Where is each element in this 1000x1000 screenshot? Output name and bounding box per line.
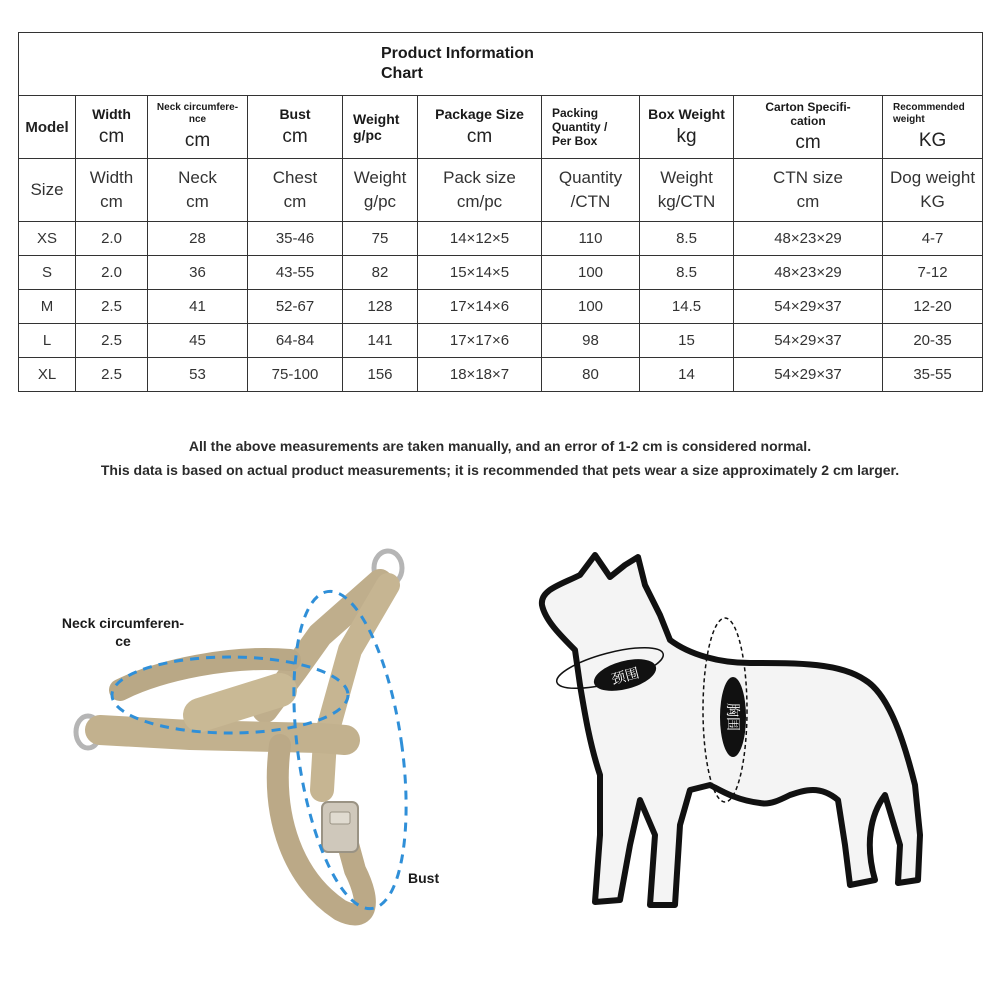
table-cell: 45 bbox=[148, 324, 248, 358]
column-header-title: Recommended weight bbox=[893, 102, 965, 125]
table-cell: 53 bbox=[148, 358, 248, 392]
column-header-8 bbox=[883, 96, 983, 159]
table-cell: 17×17×6 bbox=[418, 324, 542, 358]
column-header-unit: kg bbox=[676, 126, 697, 147]
neck-tag-text: 颈围 bbox=[609, 665, 642, 689]
table-cell: 14.5 bbox=[640, 290, 734, 324]
table-cell: 28 bbox=[148, 222, 248, 256]
table-cell: 2.0 bbox=[76, 222, 148, 256]
table-cell: 7-12 bbox=[883, 256, 983, 290]
column-header-title: Box Weight bbox=[648, 106, 725, 122]
subheader-cell: Chest cm bbox=[248, 159, 343, 222]
table-cell: 141 bbox=[343, 324, 418, 358]
table-cell: 14×12×5 bbox=[418, 222, 542, 256]
table-cell: 100 bbox=[542, 256, 640, 290]
table-cell: 17×14×6 bbox=[418, 290, 542, 324]
column-header-unit: cm bbox=[282, 126, 308, 147]
front-strap bbox=[100, 730, 345, 740]
chest-tag-text: 胸围 bbox=[724, 703, 740, 731]
table-cell: 2.5 bbox=[76, 358, 148, 392]
table-cell: 14 bbox=[640, 358, 734, 392]
table-row bbox=[19, 256, 983, 290]
column-header-2 bbox=[248, 96, 343, 159]
table-cell: XS bbox=[19, 222, 76, 256]
table-cell: 8.5 bbox=[640, 222, 734, 256]
column-header-unit: KG bbox=[918, 130, 947, 151]
table-cell: 43-55 bbox=[248, 256, 343, 290]
subheader-cell: Width cm bbox=[76, 159, 148, 222]
column-header-title: Weight g/pc bbox=[353, 111, 400, 143]
table-body bbox=[19, 222, 983, 392]
dog-silhouette bbox=[520, 545, 940, 915]
measurement-notes bbox=[0, 434, 1000, 482]
table-cell: 15 bbox=[640, 324, 734, 358]
column-header-6 bbox=[640, 96, 734, 159]
table-cell: L bbox=[19, 324, 76, 358]
table-cell: M bbox=[19, 290, 76, 324]
table-cell: 2.0 bbox=[76, 256, 148, 290]
table-cell: 110 bbox=[542, 222, 640, 256]
subheader-cell: Neck cm bbox=[148, 159, 248, 222]
table-cell: 75-100 bbox=[248, 358, 343, 392]
neck-circumference-label: Neck circumferen- ce bbox=[61, 615, 185, 649]
table-cell: 48×23×29 bbox=[734, 256, 883, 290]
column-header-7 bbox=[734, 96, 883, 159]
table-cell: 128 bbox=[343, 290, 418, 324]
note-line-2: This data is based on actual product measurements; it is recommended that pets wear a size approximately 2 cm larger. bbox=[100, 462, 900, 478]
column-header-4 bbox=[418, 96, 542, 159]
subheader-cell: Weight kg/CTN bbox=[640, 159, 734, 222]
column-header-title: Package Size bbox=[435, 106, 524, 122]
column-header-title: Packing Quantity / Per Box bbox=[552, 106, 608, 148]
table-cell: 18×18×7 bbox=[418, 358, 542, 392]
table-cell: 8.5 bbox=[640, 256, 734, 290]
chest-tag-icon bbox=[720, 677, 746, 757]
header-row bbox=[19, 96, 983, 159]
bust-label: Bust bbox=[408, 870, 440, 886]
dog-illustration bbox=[520, 545, 940, 915]
table-cell: 156 bbox=[343, 358, 418, 392]
column-header-unit: cm bbox=[795, 132, 821, 153]
table-row bbox=[19, 222, 983, 256]
subheader-cell: Pack size cm/pc bbox=[418, 159, 542, 222]
column-header-unit: cm bbox=[98, 126, 125, 147]
table-cell: 98 bbox=[542, 324, 640, 358]
table-cell: 54×29×37 bbox=[734, 324, 883, 358]
table-cell: 2.5 bbox=[76, 324, 148, 358]
subheader-cell: Weight g/pc bbox=[343, 159, 418, 222]
subheader-cell: Dog weight KG bbox=[883, 159, 983, 222]
table-cell: 75 bbox=[343, 222, 418, 256]
column-header-title: Width bbox=[92, 106, 131, 122]
table-cell: XL bbox=[19, 358, 76, 392]
column-header-title: Carton Specifi- cation bbox=[765, 100, 851, 128]
subheader-cell: Size bbox=[19, 159, 76, 222]
column-header-1 bbox=[148, 96, 248, 159]
table-cell: 80 bbox=[542, 358, 640, 392]
column-header-title: Neck circumfere- nce bbox=[156, 102, 239, 125]
table-row bbox=[19, 324, 983, 358]
table-cell: 82 bbox=[343, 256, 418, 290]
subheader-cell: Quantity /CTN bbox=[542, 159, 640, 222]
subheader-cell: CTN size cm bbox=[734, 159, 883, 222]
column-header-5 bbox=[542, 96, 640, 159]
table-cell: 12-20 bbox=[883, 290, 983, 324]
table-cell: 48×23×29 bbox=[734, 222, 883, 256]
table-title: Product Information Chart bbox=[381, 45, 534, 82]
column-header-3 bbox=[343, 96, 418, 159]
buckle bbox=[322, 802, 358, 852]
table-cell: 41 bbox=[148, 290, 248, 324]
table-cell: 64-84 bbox=[248, 324, 343, 358]
table-cell: 35-46 bbox=[248, 222, 343, 256]
harness-image bbox=[50, 540, 470, 960]
table-cell: 4-7 bbox=[883, 222, 983, 256]
table-cell: 20-35 bbox=[883, 324, 983, 358]
harness-illustration bbox=[50, 540, 470, 960]
table-row bbox=[19, 290, 983, 324]
table-cell: 52-67 bbox=[248, 290, 343, 324]
table-cell: 54×29×37 bbox=[734, 358, 883, 392]
note-line-1: All the above measurements are taken manually, and an error of 1-2 cm is considered normal. bbox=[188, 438, 812, 454]
table-cell: 2.5 bbox=[76, 290, 148, 324]
model-header: Model bbox=[19, 96, 76, 159]
column-header-unit: cm bbox=[466, 126, 493, 147]
table-cell: S bbox=[19, 256, 76, 290]
table-cell: 100 bbox=[542, 290, 640, 324]
table-row bbox=[19, 358, 983, 392]
chest-pad bbox=[200, 690, 280, 715]
table-cell: 54×29×37 bbox=[734, 290, 883, 324]
table-cell: 35-55 bbox=[883, 358, 983, 392]
column-header-unit: cm bbox=[184, 130, 211, 151]
table-cell: 36 bbox=[148, 256, 248, 290]
column-header-title: Bust bbox=[279, 106, 311, 122]
table-title-cell bbox=[19, 33, 983, 96]
subheader-row bbox=[19, 159, 983, 222]
table-cell: 15×14×5 bbox=[418, 256, 542, 290]
product-info-table bbox=[18, 32, 983, 392]
column-header-0 bbox=[76, 96, 148, 159]
